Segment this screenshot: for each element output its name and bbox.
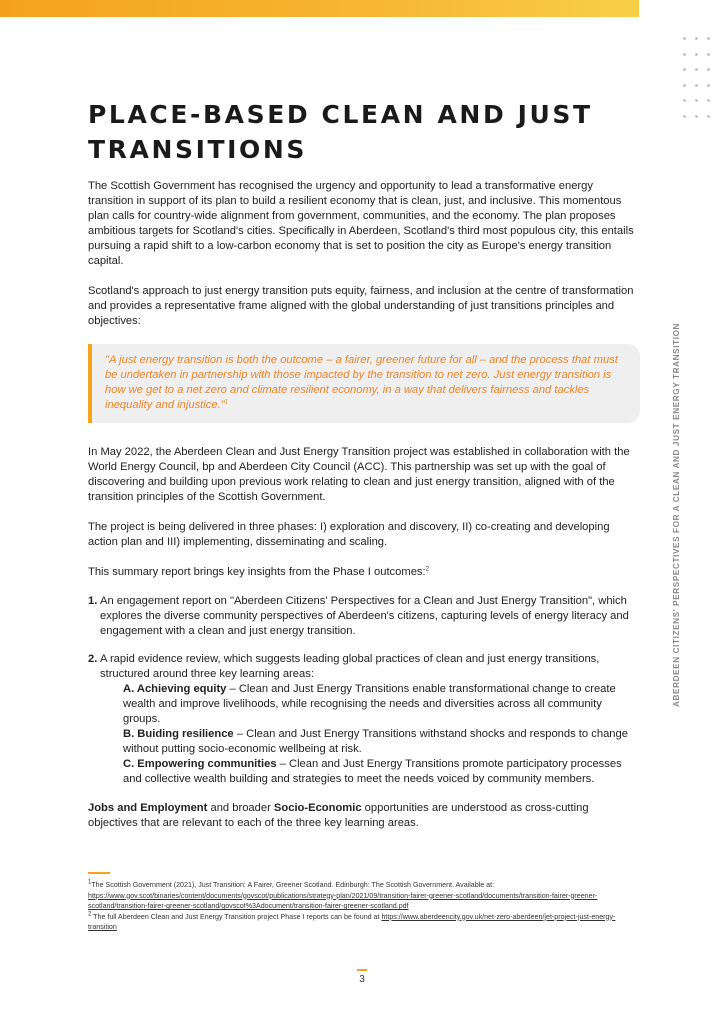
title-line-2: TRANSITIONS (88, 135, 308, 164)
sub-item-label: C. Empowering communities (123, 758, 277, 770)
project-paragraph: In May 2022, the Aberdeen Clean and Just Energy Transition project was established in collaboration with the World Energy Council, bp and Aberdeen City Council (ACC). This partnership was set up with the goal of discovering and building upon previous work relating to clean and just energy transition, aligned with of the transition principles of the Scottish Government. (88, 446, 630, 503)
header-accent-bar (0, 0, 639, 17)
footnote-number: 2 (88, 911, 92, 918)
intro-paragraph: The Scottish Government has recognised the urgency and opportunity to lead a transformative energy transition in support of its plan to build a resilient economy that is clean, just, and inclusive. This momentous plan calls for country-wide alignment from government, communities, and the economy. The plan proposes ambitious targets for Scotland's cities. Specifically in Aberdeen, Scotland's third most populous city, this entails pursuing a rapid shift to a low-carbon economy that is set to position the city as Europe's energy transition capital. (88, 180, 634, 267)
summary-paragraph (88, 565, 640, 580)
footnote-divider (88, 872, 110, 874)
side-running-title: ABERDEEN CITIZENS' PERSPECTIVES FOR A CLEAN AND JUST ENERGY TRANSITION (672, 322, 681, 707)
list-item-text: An engagement report on "Aberdeen Citizens' Perspectives for a Clean and Just Energy Transition", which explores the diverse community perspectives of Aberdeen's citizens, capturing levels of energy literacy and engagement with a clean and just energy transition. (100, 595, 629, 637)
page-number: 3 (359, 974, 365, 985)
list-item-text: A rapid evidence review, which suggests leading global practices of clean and just energy transitions, structured around three key learning areas: (100, 653, 600, 680)
closing-bold-socio: Socio-Economic (273, 802, 362, 814)
footnote-1 (88, 880, 633, 912)
title-line-1: PLACE-BASED CLEAN AND JUST (88, 100, 593, 129)
closing-bold-jobs: Jobs and Employment (88, 802, 208, 814)
footnote-2 (88, 912, 633, 933)
list-number: 1. (88, 595, 98, 607)
sub-item-label: B. Buiding resilience (123, 728, 234, 740)
footnote-text: The Scottish Government (2021), Just Transition: A Fairer, Greener Scotland. Edinburgh: The Scottish Government. Available at: (91, 881, 495, 889)
footnotes (88, 880, 633, 933)
quote-footnote-ref[interactable]: 1 (224, 399, 228, 406)
footnote-link[interactable]: https://www.gov.scot/binaries/content/documents/govscot/publications/strategy-plan/2021/09/transition-fairer-greener-scotland/documents/transition-fairer-greener-scotland/transition-fairer-greener-scotland/govscot%3Adocument/transition-fairer-greener-scotland.pdf (88, 891, 598, 910)
sub-item-text: – Clean and Just Energy Transitions withstand shocks and responds to change without putting socio-economic wellbeing at risk. (123, 728, 628, 755)
approach-paragraph: Scotland's approach to just energy transition puts equity, fairness, and inclusion at the centre of transformation and provides a representative frame aligned with the global understanding of just transitions principles and objectives: (88, 285, 634, 327)
footnote-text: The full Aberdeen Clean and Just Energy Transition project Phase I reports can be found at (91, 912, 382, 921)
quote-text: "A just energy transition is both the outcome – a fairer, greener future for all – and the process that must be undertaken in partnership with those impacted by the transition to net zero. Just energy transition is how we get to a net zero and climate resilient economy, in a way that delivers fairness and tackles inequality and injustice." (105, 354, 618, 411)
phases-paragraph: The project is being delivered in three phases: I) exploration and discovery, II) co-creating and developing action plan and III) implementing, disseminating and scaling. (88, 521, 610, 548)
list-item (88, 594, 640, 639)
summary-footnote-ref[interactable]: 2 (425, 566, 429, 573)
page-number-accent (357, 969, 367, 971)
closing-paragraph (88, 801, 640, 831)
list-item (88, 652, 640, 787)
sub-item-text: – Clean and Just Energy Transitions promote participatory processes and collective wealth building and strategies to meet the needs voiced by community members. (123, 758, 622, 785)
closing-text-rest: opportunities are understood as cross-cutting objectives that are relevant to each of the three key learning areas. (88, 802, 589, 829)
sub-item-equity (100, 682, 640, 727)
sub-item-label: A. Achieving equity (123, 683, 227, 695)
closing-text-mid: and broader (207, 802, 274, 814)
footnote-number: 1 (88, 879, 92, 886)
sub-item-resilience (100, 727, 640, 757)
summary-text: This summary report brings key insights from the Phase I outcomes: (88, 566, 426, 578)
pull-quote (88, 344, 640, 423)
main-content (88, 179, 640, 831)
footnote-link[interactable]: https://www.aberdeencity.gov.uk/net-zero-aberdeen/jet-project-just-energy-transition (88, 912, 616, 931)
sub-item-communities (100, 757, 640, 787)
sub-item-text: – Clean and Just Energy Transitions enable transformational change to create wealth and improve livelihoods, while recognising the needs and diversities across all community groups. (123, 683, 616, 725)
page-title (88, 97, 608, 167)
decorative-dot-grid (683, 37, 719, 123)
list-number: 2. (88, 653, 98, 665)
